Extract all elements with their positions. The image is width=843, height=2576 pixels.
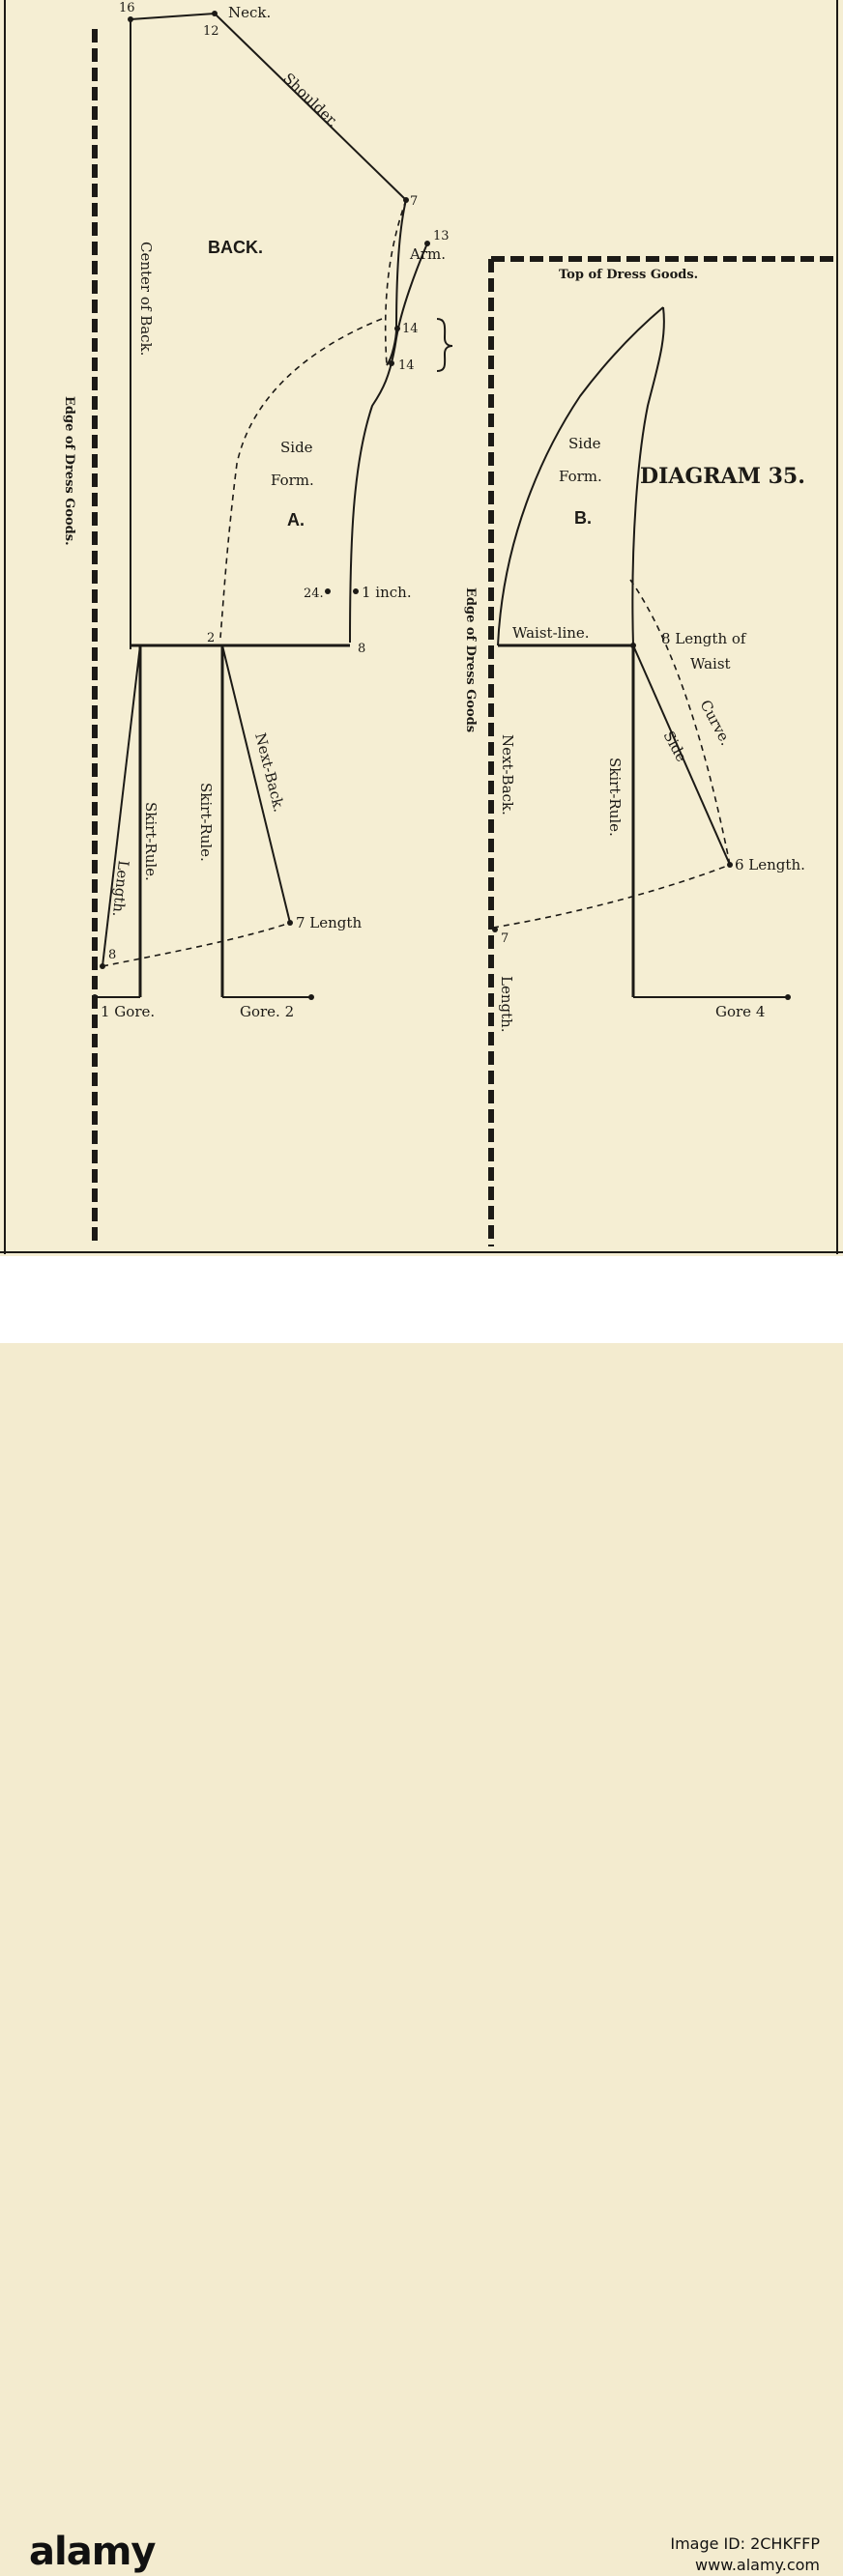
label-edge-right: Edge of Dress Goods xyxy=(463,587,478,733)
label-side: Side xyxy=(659,728,691,765)
point-gore4 xyxy=(785,994,791,1000)
label-14b: 14 xyxy=(398,358,415,373)
point-24 xyxy=(325,588,331,594)
label-side-b-1: Side xyxy=(568,435,601,452)
label-gore1: 1 Gore. xyxy=(101,1003,156,1020)
point-7 xyxy=(403,197,409,203)
diagram-page xyxy=(0,0,843,1256)
label-13: 13 xyxy=(433,229,450,243)
label-side-b-3: B. xyxy=(574,508,592,528)
label-side-b-2: Form. xyxy=(559,468,602,485)
label-7-b: 7 xyxy=(501,931,509,946)
point-gore1 xyxy=(92,994,98,1000)
watermark-logo: alamy xyxy=(29,2530,156,2574)
point-12 xyxy=(212,11,218,16)
watermark-bar xyxy=(0,1256,843,2574)
label-skirt-rule-left: Skirt-Rule. xyxy=(142,802,160,881)
label-waist-line: Waist-line. xyxy=(512,624,590,642)
label-length-left: Length. xyxy=(108,859,132,918)
label-2: 2 xyxy=(207,631,216,645)
label-length-waist-2: Waist xyxy=(690,655,731,673)
point-16 xyxy=(128,16,133,22)
watermark-image-id: Image ID: 2CHKFFP xyxy=(670,2534,820,2553)
point-7-length xyxy=(287,920,293,926)
label-side-a-2: Form. xyxy=(271,472,314,489)
point-14b xyxy=(389,360,394,366)
label-12: 12 xyxy=(203,24,219,39)
label-gore4: Gore 4 xyxy=(715,1003,766,1020)
point-1-inch xyxy=(353,588,359,594)
label-skirt-rule-b: Skirt-Rule. xyxy=(606,758,624,837)
label-arm: Arm. xyxy=(410,245,446,263)
label-24: 24. xyxy=(304,587,324,601)
hem-curve-a xyxy=(102,923,290,966)
pattern-diagram xyxy=(0,0,843,1256)
hem-curve-b xyxy=(493,865,730,928)
label-next-back-b: Next-Back. xyxy=(499,734,516,816)
label-side-a-1: Side xyxy=(280,439,313,456)
label-neck: Neck. xyxy=(228,4,272,21)
label-side-a-3: A. xyxy=(287,510,305,530)
back-top-shoulder xyxy=(131,14,406,200)
point-gore2 xyxy=(308,994,314,1000)
brace-14 xyxy=(437,319,452,371)
label-14a: 14 xyxy=(402,322,419,336)
label-length-waist-1: 8 Length of xyxy=(661,630,746,647)
label-7: 7 xyxy=(410,194,419,209)
label-8-low: 8 xyxy=(108,948,117,962)
point-8-low xyxy=(100,963,105,969)
label-16: 16 xyxy=(119,1,135,15)
label-shoulder: Shoulder. xyxy=(279,69,342,131)
label-next-back-a: Next-Back. xyxy=(251,730,288,815)
label-curve: Curve. xyxy=(696,697,736,749)
label-top-goods: Top of Dress Goods. xyxy=(559,268,699,282)
label-8: 8 xyxy=(358,642,366,656)
label-length-b: Length. xyxy=(498,976,515,1033)
diagram-title: DIAGRAM 35. xyxy=(640,464,805,489)
watermark-site: www.alamy.com xyxy=(695,2556,820,2574)
point-8-b xyxy=(630,643,636,648)
label-7-length: 7 Length xyxy=(296,914,363,931)
label-edge-left: Edge of Dress Goods. xyxy=(62,396,76,546)
label-center-of-back: Center of Back. xyxy=(137,242,155,357)
label-back: BACK. xyxy=(208,238,263,257)
watermark-info xyxy=(670,2533,820,2576)
point-14a xyxy=(394,326,400,331)
point-7-b xyxy=(492,927,498,932)
label-gore2: Gore. 2 xyxy=(240,1003,295,1020)
label-one-inch: 1 inch. xyxy=(362,584,412,601)
point-6-length xyxy=(727,862,733,868)
length-line-left xyxy=(102,645,140,966)
label-skirt-rule-a: Skirt-Rule. xyxy=(197,783,215,862)
label-6-length: 6 Length. xyxy=(735,856,805,873)
